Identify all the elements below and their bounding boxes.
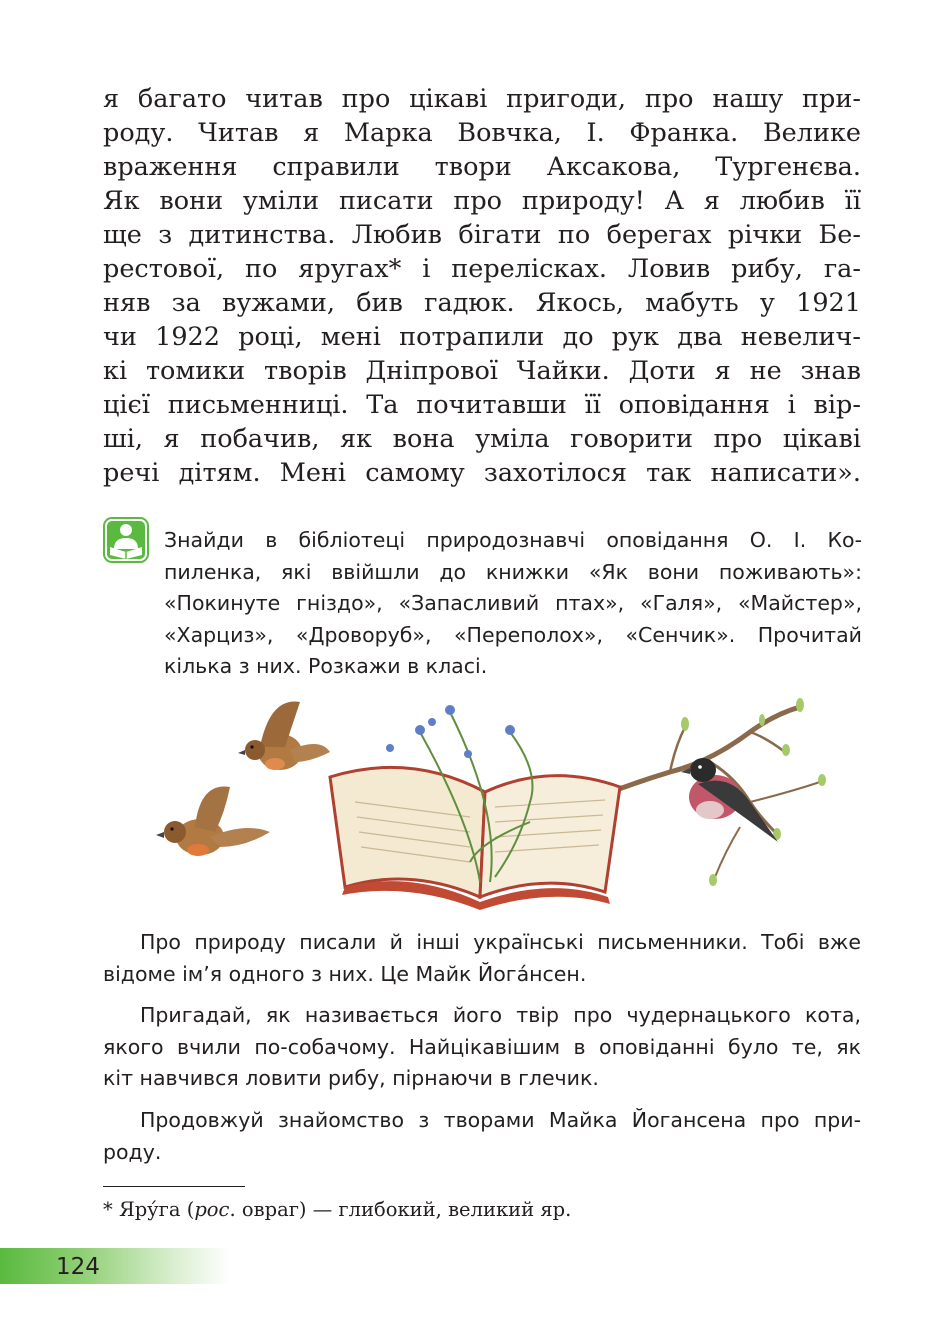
- paragraph-line: Про природу писали й інші українські письменники. Тобі вже: [140, 930, 861, 954]
- paragraph-line: роду.: [103, 1139, 162, 1164]
- footnote-suffix: . овраг) — глибокий, великий яр.: [229, 1198, 572, 1221]
- paragraph-3: [103, 1105, 861, 1168]
- main-text-line: няв за вужами, бив гадюк. Якось, мабуть у 1921: [103, 288, 861, 318]
- paragraph-line: відоме ім’я одного з них. Це Майк Йога́нсен.: [103, 961, 587, 986]
- main-text-line: кі томики творів Дніпрової Чайки. Доти я не знав: [103, 356, 861, 386]
- main-text-line: враження справили твори Аксакова, Тургенєва.: [103, 152, 861, 182]
- footnote-prefix: * Яру́га (: [103, 1198, 195, 1221]
- task-line: кілька з них. Розкажи в класі.: [164, 654, 488, 678]
- paragraph-1: [103, 927, 861, 990]
- reading-person-icon: [103, 517, 149, 563]
- page-number-band: [0, 1248, 230, 1284]
- main-text-line: речі дітям. Мені самому захотілося так написати».: [103, 458, 861, 488]
- main-text-line: ші, я побачив, як вона уміла говорити про цікаві: [103, 424, 861, 454]
- main-text: [103, 82, 861, 490]
- main-text-line: я багато читав про цікаві пригоди, про нашу при-: [103, 84, 861, 114]
- task-line: «Харциз», «Дроворуб», «Переполох», «Сенчик». Прочитай: [164, 622, 862, 647]
- page-number: 124: [56, 1254, 100, 1280]
- main-text-line: цієї письменниці. Та почитавши її оповідання і вір-: [103, 390, 861, 420]
- footnote: [103, 1196, 861, 1224]
- footnote-italic: рос: [194, 1198, 230, 1221]
- paragraph-line: Продовжуй знайомство з творами Майка Йогансена про при-: [140, 1108, 861, 1132]
- footnote-divider: [103, 1186, 245, 1187]
- main-text-line: ще з дитинства. Любив бігати по берегах річки Бе-: [103, 220, 861, 250]
- main-text-line: роду. Читав я Марка Вовчка, І. Франка. Велике: [103, 118, 861, 148]
- illustration-book-birds: [150, 692, 840, 912]
- task-line: пиленка, які ввійшли до книжки «Як вони поживають»:: [164, 559, 862, 584]
- task-line: «Покинуте гніздо», «Запасливий птах», «Галя», «Майстер»,: [164, 591, 862, 615]
- task-line: Знайди в бібліотеці природознавчі оповідання О. І. Ко-: [164, 528, 862, 552]
- task-text: [164, 525, 862, 683]
- paragraph-2: [103, 1000, 861, 1095]
- paragraph-line: Пригадай, як називається його твір про чудернацького кота,: [140, 1003, 861, 1027]
- book-birds-icon: [150, 692, 840, 912]
- main-text-line: рестової, по яругах* і перелісках. Ловив рибу, га-: [103, 254, 861, 284]
- main-text-line: чи 1922 році, мені потрапили до рук два невелич-: [103, 322, 861, 352]
- paragraph-line: кіт навчився ловити рибу, пірнаючи в глечик.: [103, 1066, 599, 1090]
- main-text-line: Як вони уміли писати про природу! А я любив її: [103, 186, 861, 216]
- paragraph-line: якого вчили по-собачому. Найцікавішим в оповіданні було те, як: [103, 1034, 861, 1059]
